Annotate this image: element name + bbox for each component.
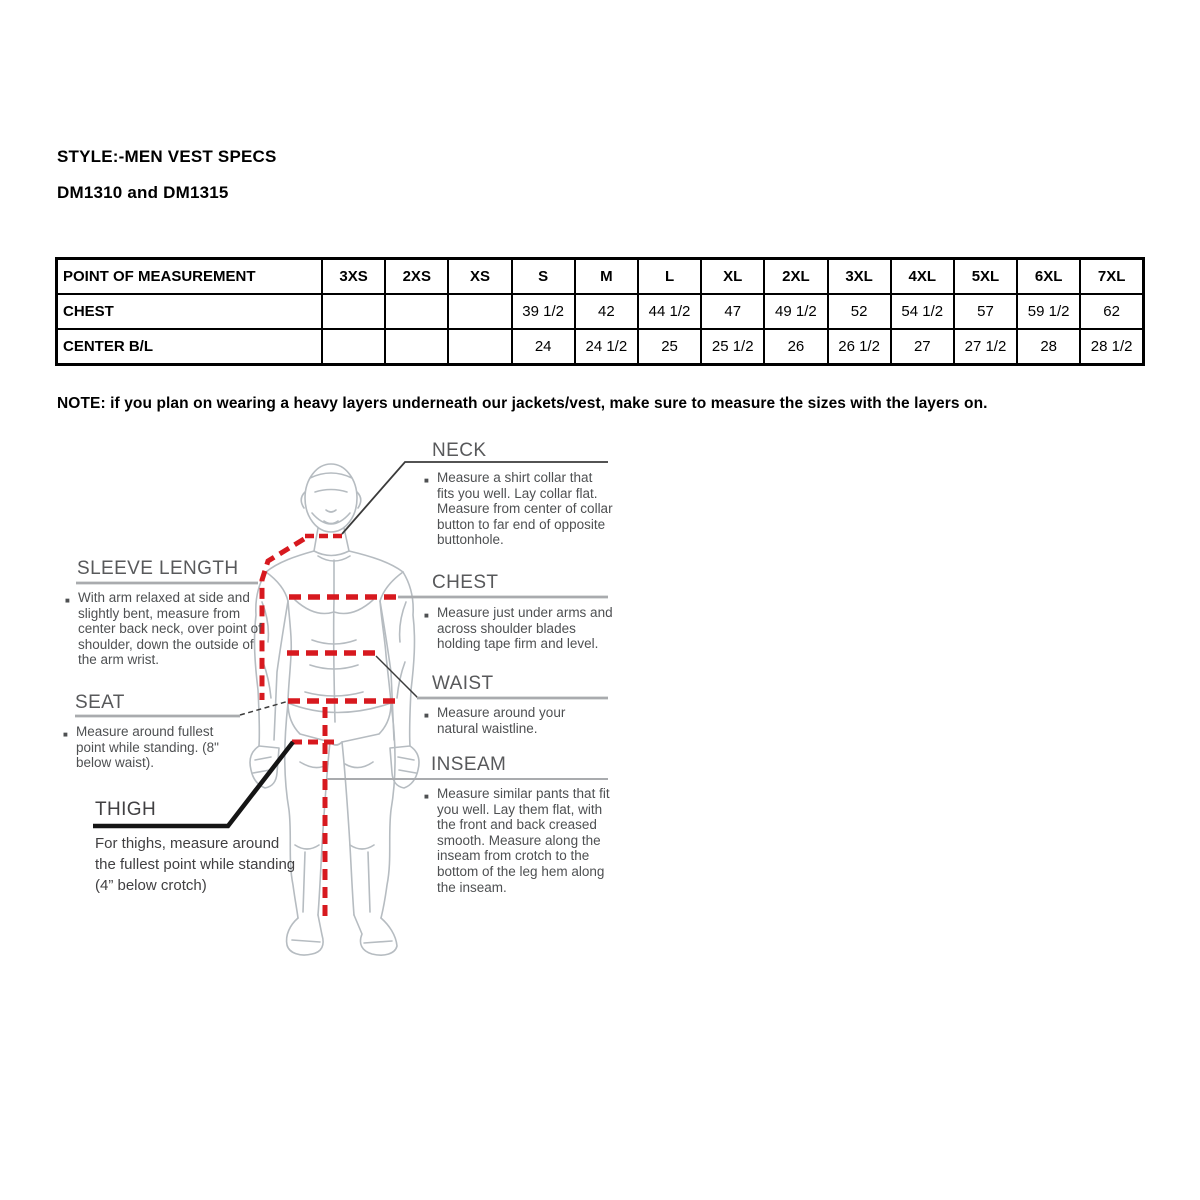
cell-chest-7xl: 62 <box>1080 294 1143 329</box>
cell-cbl-3xl: 26 1/2 <box>828 329 891 365</box>
row-label-center-bl: CENTER B/L <box>57 329 323 365</box>
bullet-icon: ■ <box>63 730 68 739</box>
cell-chest-l: 44 1/2 <box>638 294 701 329</box>
cell-cbl-s: 24 <box>512 329 575 365</box>
note-text: NOTE: if you plan on wearing a heavy layers underneath our jackets/vest, make sure to measure the sizes with the layers on. <box>57 395 988 412</box>
cell-cbl-xl: 25 1/2 <box>701 329 764 365</box>
row-label-chest: CHEST <box>57 294 323 329</box>
cell-cbl-2xl: 26 <box>764 329 827 365</box>
col-header-2xl: 2XL <box>764 259 827 295</box>
col-header-3xl: 3XL <box>828 259 891 295</box>
cell-chest-6xl: 59 1/2 <box>1017 294 1080 329</box>
chest-callout-title: CHEST <box>432 572 499 593</box>
bullet-icon: ■ <box>65 596 70 605</box>
col-header-point-of-measurement: POINT OF MEASUREMENT <box>57 259 323 295</box>
cell-chest-4xl: 54 1/2 <box>891 294 954 329</box>
col-header-l: L <box>638 259 701 295</box>
bullet-icon: ■ <box>424 711 429 720</box>
col-header-6xl: 6XL <box>1017 259 1080 295</box>
page-title: STYLE:-MEN VEST SPECS <box>57 147 277 166</box>
col-header-m: M <box>575 259 638 295</box>
thigh-callout-text: For thighs, measure around the fullest point while standing (4” below crotch) <box>95 835 296 894</box>
style-codes: DM1310 and DM1315 <box>57 183 229 202</box>
cell-cbl-5xl: 27 1/2 <box>954 329 1017 365</box>
col-header-xs: XS <box>448 259 511 295</box>
cell-chest-xl: 47 <box>701 294 764 329</box>
col-header-4xl: 4XL <box>891 259 954 295</box>
chest-callout-text: ■ Measure just under arms and across shoulder blades holding tape firm and level. <box>424 605 613 652</box>
neck-callout-text: ■ Measure a shirt collar that fits you well. Lay collar flat. Measure from center of collar button to far end of opposite buttonhole. <box>424 470 613 548</box>
sleeve-length-callout-text: ■ With arm relaxed at side and slightly bent, measure from center back neck, over point of shoulder, down the outside of the arm wrist. <box>65 590 262 668</box>
waist-callout-title: WAIST <box>432 673 494 694</box>
col-header-5xl: 5XL <box>954 259 1017 295</box>
cell-cbl-7xl: 28 1/2 <box>1080 329 1143 365</box>
waist-callout-text: ■ Measure around your natural waistline. <box>424 705 566 736</box>
seat-callout-text: ■ Measure around fullest point while standing. (8" below waist). <box>63 724 219 771</box>
col-header-2xs: 2XS <box>385 259 448 295</box>
cell-chest-3xl: 52 <box>828 294 891 329</box>
sleeve-measure-line <box>262 539 304 700</box>
col-header-3xs: 3XS <box>322 259 385 295</box>
cell-chest-5xl: 57 <box>954 294 1017 329</box>
cell-chest-m: 42 <box>575 294 638 329</box>
cell-chest-2xl: 49 1/2 <box>764 294 827 329</box>
bullet-icon: ■ <box>424 476 429 485</box>
cell-cbl-l: 25 <box>638 329 701 365</box>
cell-cbl-m: 24 1/2 <box>575 329 638 365</box>
neck-callout-title: NECK <box>432 440 487 461</box>
thigh-callout-title: THIGH <box>95 799 157 820</box>
cell-chest-s: 39 1/2 <box>512 294 575 329</box>
col-header-7xl: 7XL <box>1080 259 1143 295</box>
inseam-callout-text: ■ Measure similar pants that fit you well. Lay them flat, with the front and back creased smooth. Measure along the inseam from crotch to the bottom of the leg hem along the inseam. <box>424 786 610 895</box>
col-header-s: S <box>512 259 575 295</box>
cell-cbl-6xl: 28 <box>1017 329 1080 365</box>
bullet-icon: ■ <box>424 611 429 620</box>
inseam-callout-title: INSEAM <box>431 754 507 775</box>
bullet-icon: ■ <box>424 792 429 801</box>
seat-callout-line <box>240 701 289 715</box>
col-header-xl: XL <box>701 259 764 295</box>
sleeve-length-callout-title: SLEEVE LENGTH <box>77 558 239 579</box>
cell-cbl-4xl: 27 <box>891 329 954 365</box>
seat-callout-title: SEAT <box>75 692 125 713</box>
